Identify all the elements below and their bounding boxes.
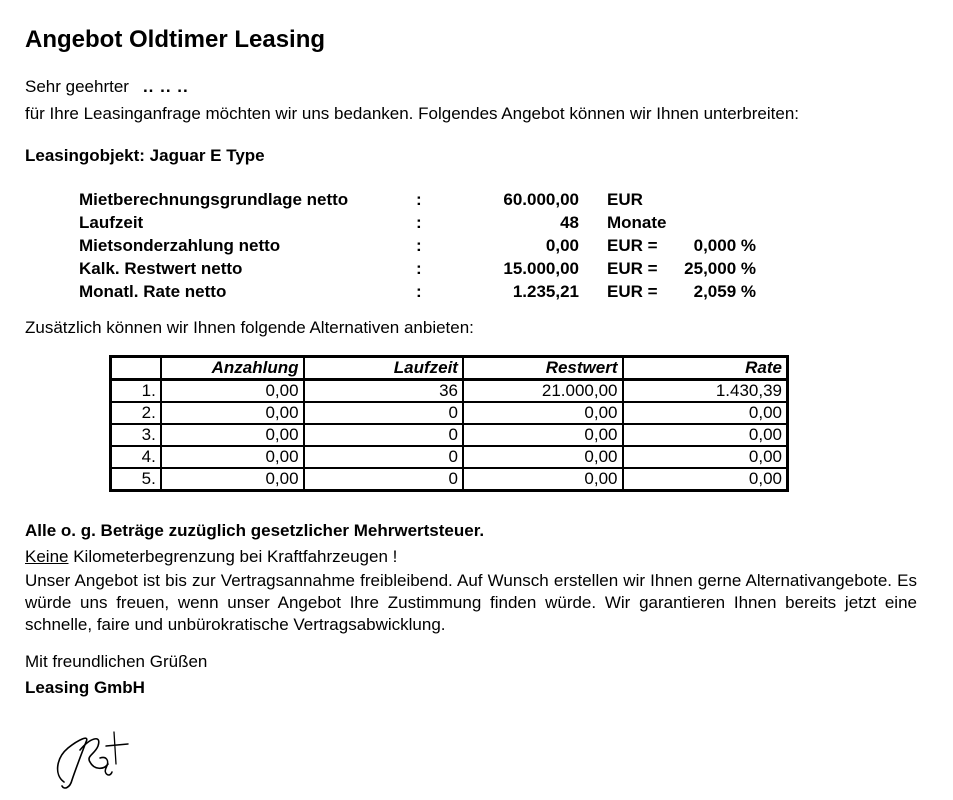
salutation-text: Sehr geehrter xyxy=(25,77,129,96)
term-percent: 2,059 % xyxy=(693,282,756,301)
closing-greeting: Mit freundlichen Grüßen xyxy=(25,652,208,671)
cell-rate: 0,00 xyxy=(623,468,788,491)
cell-rate: 1.430,39 xyxy=(623,380,788,403)
term-label: Monatl. Rate netto xyxy=(79,282,227,301)
term-row-rate xyxy=(79,282,769,305)
salutation xyxy=(25,77,189,97)
term-row-restwert xyxy=(79,259,769,282)
term-value: 48 xyxy=(560,213,579,232)
page-title: Angebot Oldtimer Leasing xyxy=(25,26,326,53)
term-colon: : xyxy=(416,259,422,278)
table-header-row xyxy=(111,357,788,380)
header-rate: Rate xyxy=(623,357,788,380)
term-row-laufzeit xyxy=(79,213,769,236)
cell-anzahlung: 0,00 xyxy=(161,446,304,468)
vat-note: Alle o. g. Beträge zuzüglich gesetzlicher Mehrwertsteuer. xyxy=(25,521,485,540)
leasing-object: Leasingobjekt: Jaguar E Type xyxy=(25,146,265,165)
cell-restwert: 0,00 xyxy=(463,402,623,424)
term-colon: : xyxy=(416,282,422,301)
header-restwert: Restwert xyxy=(463,357,623,380)
header-anzahlung: Anzahlung xyxy=(161,357,304,380)
table-row xyxy=(111,424,788,446)
row-index: 5. xyxy=(111,468,161,491)
cell-laufzeit: 0 xyxy=(304,468,463,491)
term-percent: 25,000 % xyxy=(684,259,756,278)
term-label: Laufzeit xyxy=(79,213,144,232)
table-row xyxy=(111,468,788,491)
row-index: 2. xyxy=(111,402,161,424)
header-index xyxy=(111,357,161,380)
term-colon: : xyxy=(416,190,422,209)
cell-laufzeit: 0 xyxy=(304,446,463,468)
term-unit: Monate xyxy=(607,213,667,232)
cell-anzahlung: 0,00 xyxy=(161,380,304,403)
term-unit: EUR = xyxy=(607,282,658,301)
alternatives-table xyxy=(109,355,789,492)
term-label: Mietberechnungsgrundlage netto xyxy=(79,190,349,209)
intro-text: für Ihre Leasinganfrage möchten wir uns bedanken. Folgendes Angebot können wir Ihnen unterbreiten: xyxy=(25,104,800,123)
alternatives-intro: Zusätzlich können wir Ihnen folgende Alternativen anbieten: xyxy=(25,318,474,337)
term-row-basis xyxy=(79,190,769,213)
cell-anzahlung: 0,00 xyxy=(161,468,304,491)
terms-block xyxy=(79,190,769,305)
cell-rate: 0,00 xyxy=(623,402,788,424)
row-index: 4. xyxy=(111,446,161,468)
cell-anzahlung: 0,00 xyxy=(161,424,304,446)
mileage-note xyxy=(25,547,397,567)
term-percent: 0,000 % xyxy=(693,236,756,255)
signature-image xyxy=(50,720,140,795)
cell-rate: 0,00 xyxy=(623,424,788,446)
cell-anzahlung: 0,00 xyxy=(161,402,304,424)
cell-restwert: 21.000,00 xyxy=(463,380,623,403)
term-value: 0,00 xyxy=(545,236,579,255)
cell-rate: 0,00 xyxy=(623,446,788,468)
mileage-note-text: Kilometerbegrenzung bei Kraftfahrzeugen ! xyxy=(68,547,398,566)
table-row xyxy=(111,380,788,403)
salutation-placeholder: .. .. .. xyxy=(142,77,189,96)
table-row xyxy=(111,446,788,468)
cell-laufzeit: 0 xyxy=(304,424,463,446)
term-value: 1.235,21 xyxy=(512,282,579,301)
cell-laufzeit: 0 xyxy=(304,402,463,424)
term-unit: EUR = xyxy=(607,236,658,255)
term-label: Kalk. Restwert netto xyxy=(79,259,243,278)
term-value: 60.000,00 xyxy=(503,190,579,209)
mileage-note-emphasis: Keine xyxy=(25,547,69,566)
row-index: 3. xyxy=(111,424,161,446)
offer-paragraph: Unser Angebot ist bis zur Vertragsannahme freibleibend. Auf Wunsch erstellen wir Ihnen gerne Alternativangebote. Es würde uns freuen, wenn unser Angebot Ihre Zustimmung finden würde. Wir garantieren Ihnen bereits jetzt eine schnelle, faire und unbürokratische Vertragsabwicklung. xyxy=(25,571,917,634)
term-value: 15.000,00 xyxy=(503,259,579,278)
cell-laufzeit: 36 xyxy=(304,380,463,403)
company-name: Leasing GmbH xyxy=(25,678,145,697)
term-unit: EUR = xyxy=(607,259,658,278)
term-row-sonderzahlung xyxy=(79,236,769,259)
header-laufzeit: Laufzeit xyxy=(304,357,463,380)
cell-restwert: 0,00 xyxy=(463,446,623,468)
table-row xyxy=(111,402,788,424)
cell-restwert: 0,00 xyxy=(463,468,623,491)
term-colon: : xyxy=(416,213,422,232)
cell-restwert: 0,00 xyxy=(463,424,623,446)
term-colon: : xyxy=(416,236,422,255)
row-index: 1. xyxy=(111,380,161,403)
term-label: Mietsonderzahlung netto xyxy=(79,236,281,255)
term-unit: EUR xyxy=(607,190,643,209)
